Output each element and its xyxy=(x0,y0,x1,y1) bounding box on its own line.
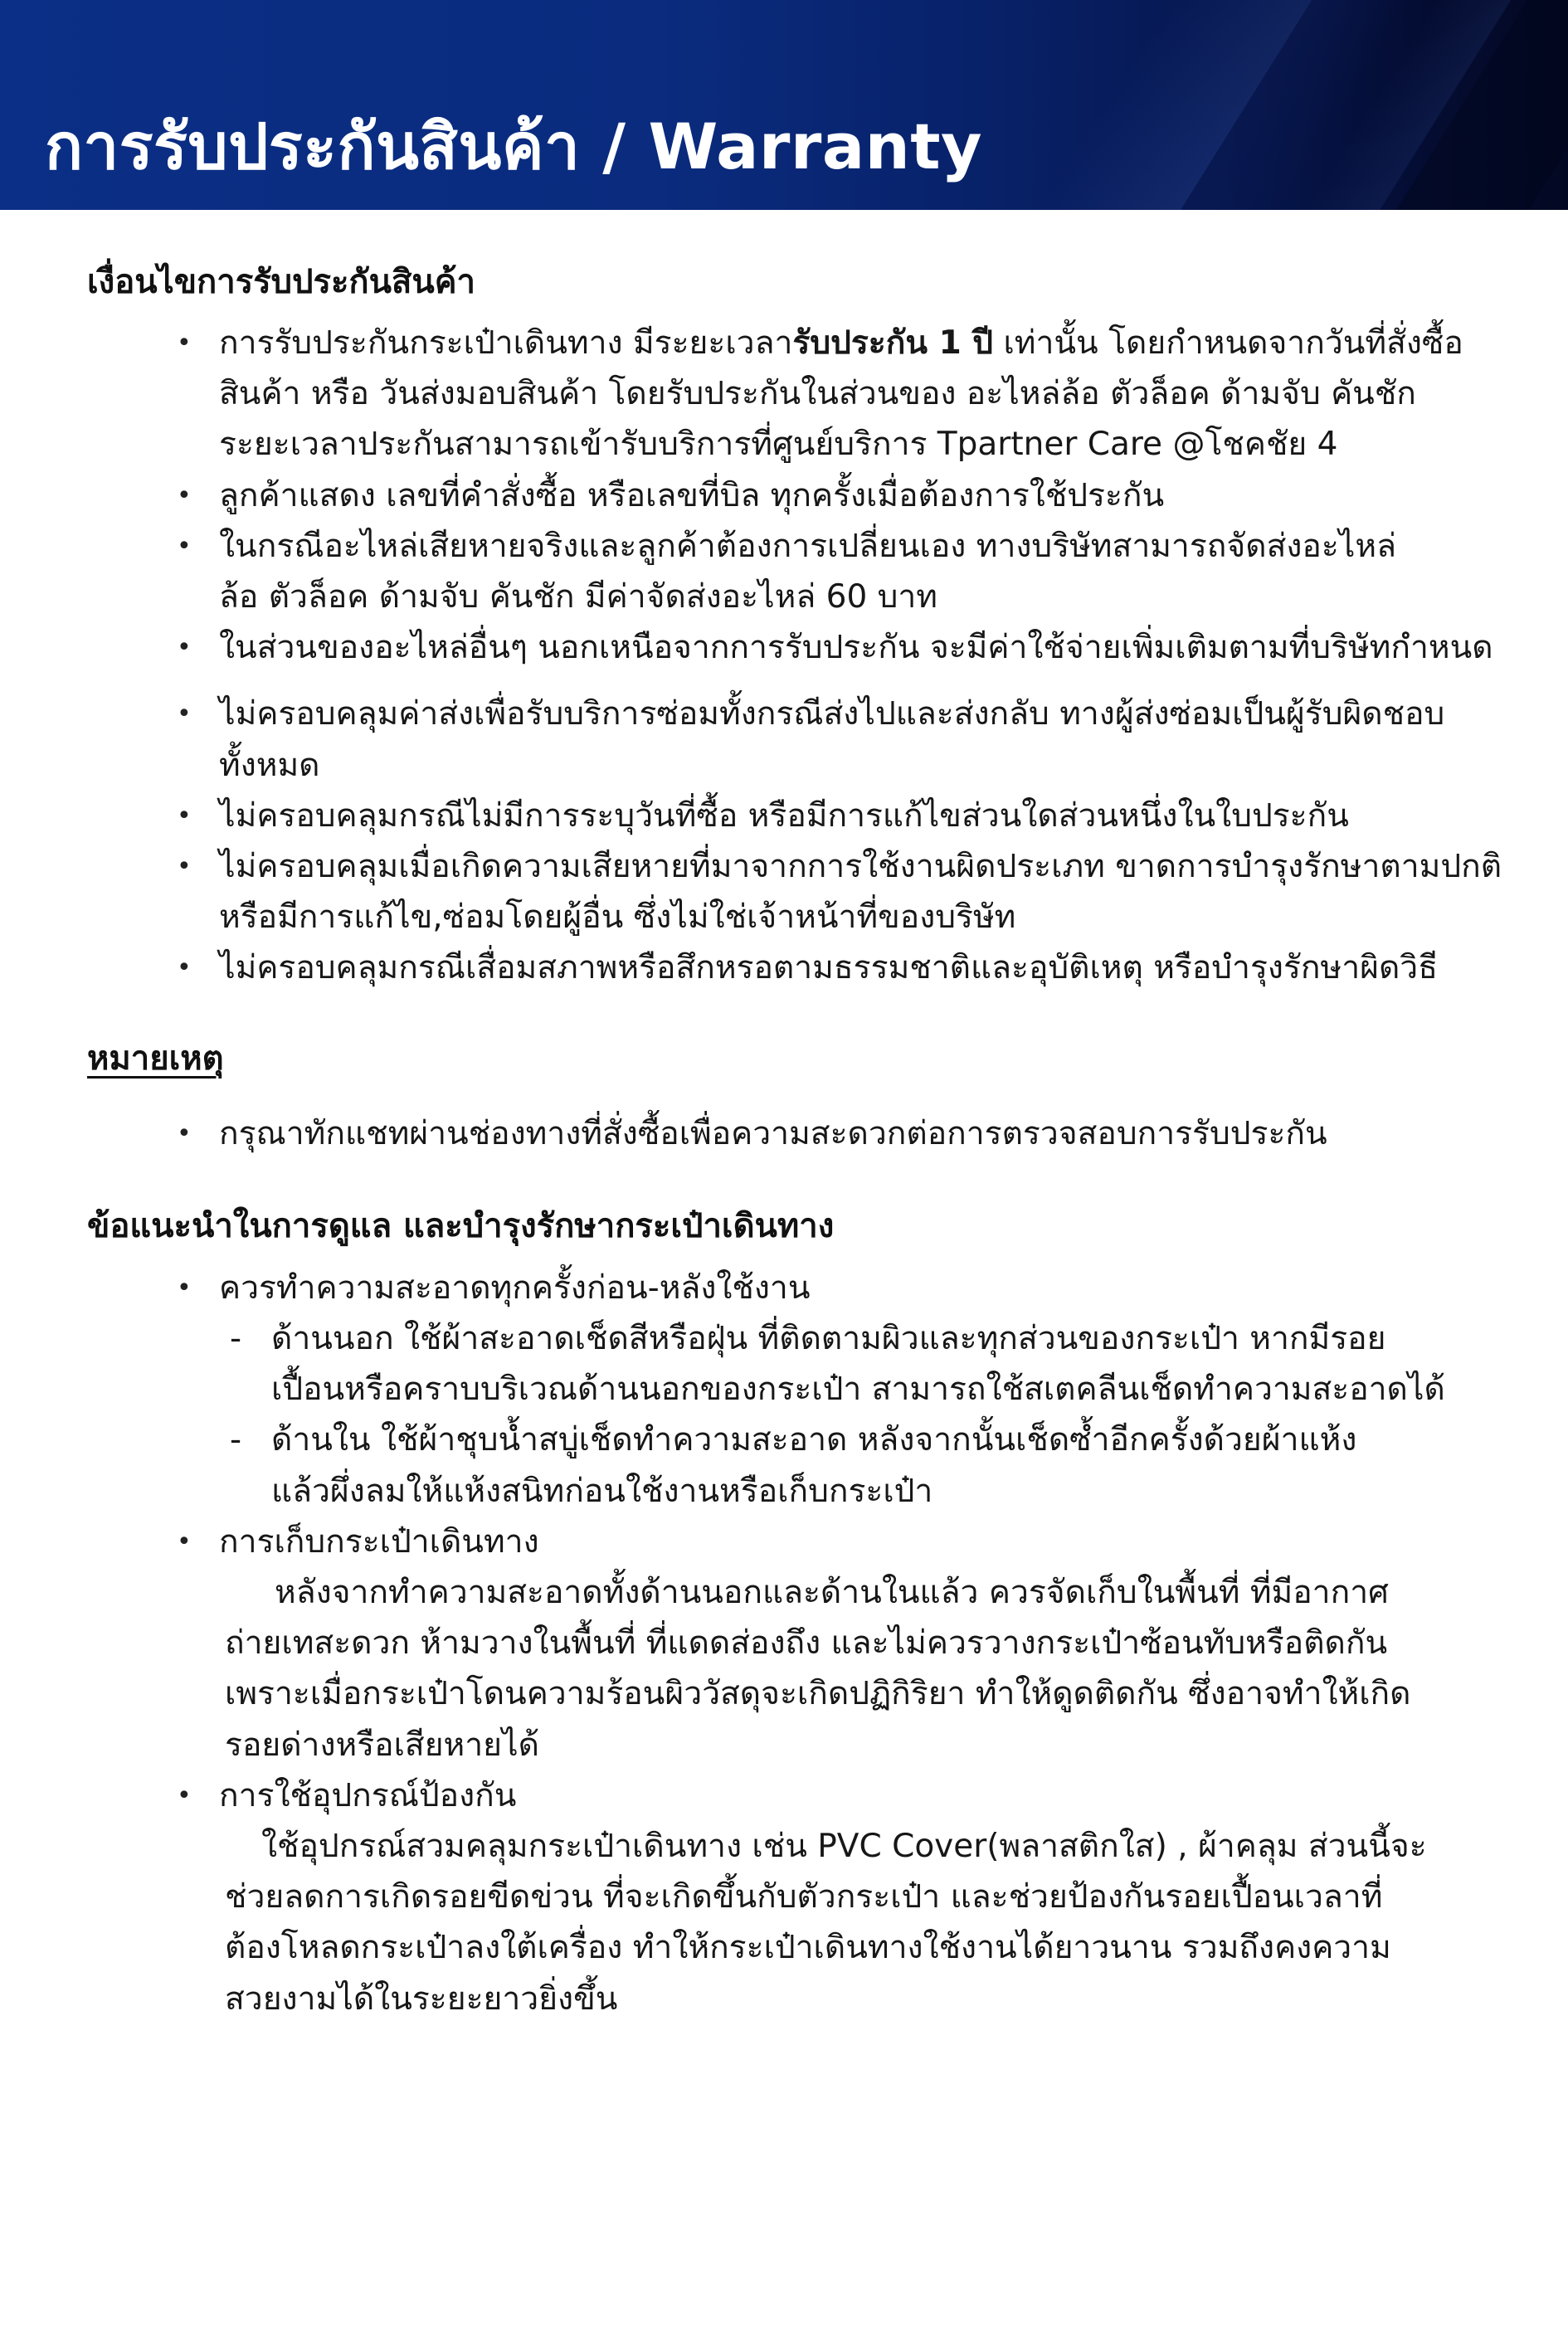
care-paragraph-line: ต้องโหลดกระเป๋าลงใต้เครื่อง ทำให้กระเป๋าเดินทางใช้งานได้ยาวนาน รวมถึงคงความ xyxy=(225,1929,1391,1967)
condition-item xyxy=(87,689,1518,790)
condition-text: เท่านั้น โดยกำหนดจากวันที่สั่งซื้อ xyxy=(993,324,1463,362)
condition-line: ทั้งหมด xyxy=(219,746,320,784)
condition-line: • ไม่ครอบคลุมกรณีเสื่อมสภาพหรือสึกหรอตามธรรมชาติและอุบัติเหตุ หรือบำรุงรักษาผิดวิธี xyxy=(219,949,1438,987)
note-line: • กรุณาทักแชทผ่านช่องทางที่สั่งซื้อเพื่อความสะดวกต่อการตรวจสอบการรับประกัน xyxy=(219,1114,1327,1152)
care-paragraph-line: เพราะเมื่อกระเป๋าโดนความร้อนผิววัสดุจะเกิดปฏิกิริยา ทำให้ดูดติดกัน ซึ่งอาจทำให้เกิด xyxy=(225,1675,1411,1713)
care-paragraph xyxy=(219,1567,1518,1770)
care-subitem-inside xyxy=(219,1415,1518,1516)
care-paragraph-line: สวยงามได้ในระยะยาวยิ่งขึ้น xyxy=(225,1979,618,2018)
page-header xyxy=(0,0,1568,210)
section-heading-conditions: เงื่อนไขการรับประกันสินค้า xyxy=(87,263,475,301)
care-subitem-line: เปื้อนหรือคราบบริเวณด้านนอกของกระเป๋า สามารถใช้สเตคลีนเช็ดทำความสะอาดได้ xyxy=(271,1371,1445,1409)
section-heading-note: หมายเหตุ xyxy=(87,1039,224,1078)
care-item-label: • การใช้อุปกรณ์ป้องกัน xyxy=(219,1776,517,1814)
condition-line: หรือมีการแก้ไข,ซ่อมโดยผู้อื่น ซึ่งไม่ใช่เจ้าหน้าที่ของบริษัท xyxy=(219,898,1016,937)
care-paragraph-line: ช่วยลดการเกิดรอยขีดข่วน ที่จะเกิดขึ้นกับตัวกระเป๋า และช่วยป้องกันรอยเปื้อนเวลาที่ xyxy=(225,1878,1383,1916)
care-item-label: • ควรทำความสะอาดทุกครั้งก่อน-หลังใช้งาน xyxy=(219,1269,811,1307)
section-heading-care: ข้อแนะนำในการดูแล และบำรุงรักษากระเป๋าเดินทาง xyxy=(87,1206,835,1245)
care-paragraph-line: ใช้อุปกรณ์สวมคลุมกระเป๋าเดินทาง เช่น PVC Cover(พลาสติกใส) , ผ้าคลุม ส่วนนี้จะ xyxy=(261,1828,1427,1866)
care-item-label: • การเก็บกระเป๋าเดินทาง xyxy=(219,1522,539,1561)
condition-text: การรับประกันกระเป๋าเดินทาง มีระยะเวลา xyxy=(219,324,793,362)
condition-line: • ไม่ครอบคลุมค่าส่งเพื่อรับบริการซ่อมทั้งกรณีส่งไปและส่งกลับ ทางผู้ส่งซ่อมเป็นผู้รับผิดชอบ xyxy=(219,695,1445,733)
care-subitem-line: - ด้านใน ใช้ผ้าชุบน้ำสบู่เช็ดทำความสะอาด หลังจากนั้นเช็ดซ้ำอีกครั้งด้วยผ้าแห้ง xyxy=(271,1421,1357,1459)
condition-line: ระยะเวลาประกันสามารถเข้ารับบริการที่ศูนย์บริการ Tpartner Care @โชคชัย 4 xyxy=(219,426,1338,464)
care-item-protection xyxy=(87,1770,1518,2024)
condition-item xyxy=(87,791,1518,841)
condition-item xyxy=(87,521,1518,622)
care-paragraph xyxy=(219,1821,1518,2024)
condition-item xyxy=(87,318,1518,470)
condition-item xyxy=(87,622,1518,673)
condition-line xyxy=(219,318,1518,368)
care-paragraph-line: หลังจากทำความสะอาดทั้งด้านนอกและด้านในแล้ว ควรจัดเก็บในพื้นที่ ที่มีอากาศ xyxy=(275,1574,1389,1612)
page-title: การรับประกันสินค้า / Warranty xyxy=(45,110,983,184)
care-item-storage xyxy=(87,1517,1518,1770)
care-paragraph-line: รอยด่างหรือเสียหายได้ xyxy=(225,1726,539,1764)
conditions-list xyxy=(87,318,1518,994)
condition-line: • ไม่ครอบคลุมกรณีไม่มีการระบุวันที่ซื้อ หรือมีการแก้ไขส่วนใดส่วนหนึ่งในใบประกัน xyxy=(219,796,1349,835)
condition-line: ล้อ ตัวล็อค ด้ามจับ คันชัก มีค่าจัดส่งอะไหล่ 60 บาท xyxy=(219,578,938,616)
condition-item xyxy=(87,841,1518,942)
care-subitem-line: แล้วผึ่งลมให้แห้งสนิทก่อนใช้งานหรือเก็บกระเป๋า xyxy=(271,1472,933,1510)
care-subitem-line: - ด้านนอก ใช้ผ้าสะอาดเช็ดสีหรือฝุ่น ที่ติดตามผิวและทุกส่วนของกระเป๋า หากมีรอย xyxy=(271,1320,1386,1358)
condition-line: สินค้า หรือ วันส่งมอบสินค้า โดยรับประกันในส่วนของ อะไหล่ล้อ ตัวล็อค ด้ามจับ คันชัก xyxy=(219,375,1416,413)
condition-line: • ในกรณีอะไหล่เสียหายจริงและลูกค้าต้องการเปลี่ยนเอง ทางบริษัทสามารถจัดส่งอะไหล่ xyxy=(219,527,1397,565)
condition-line: • ในส่วนของอะไหล่อื่นๆ นอกเหนือจากการรับประกัน จะมีค่าใช้จ่ายเพิ่มเติมตามที่บริษัทกำหนด xyxy=(219,629,1493,667)
condition-line: • ลูกค้าแสดง เลขที่คำสั่งซื้อ หรือเลขที่บิล ทุกครั้งเมื่อต้องการใช้ประกัน xyxy=(219,476,1165,514)
note-list xyxy=(87,1108,1518,1159)
care-list xyxy=(87,1263,1518,2024)
care-paragraph-line: ถ่ายเทสะดวก ห้ามวางในพื้นที่ ที่แดดส่องถึง และไม่ควรวางกระเป๋าซ้อนทับหรือติดกัน xyxy=(225,1624,1388,1663)
condition-line: • ไม่ครอบคลุมเมื่อเกิดความเสียหายที่มาจากการใช้งานผิดประเภท ขาดการบำรุงรักษาตามปกติ xyxy=(219,848,1502,886)
warranty-period-highlight: รับประกัน 1 ปี xyxy=(792,324,994,362)
care-item-cleaning xyxy=(87,1263,1518,1517)
condition-item xyxy=(87,470,1518,521)
condition-item xyxy=(87,942,1518,993)
note-item xyxy=(87,1108,1518,1159)
care-subitem-outside xyxy=(219,1313,1518,1415)
page-content xyxy=(0,257,1568,2024)
